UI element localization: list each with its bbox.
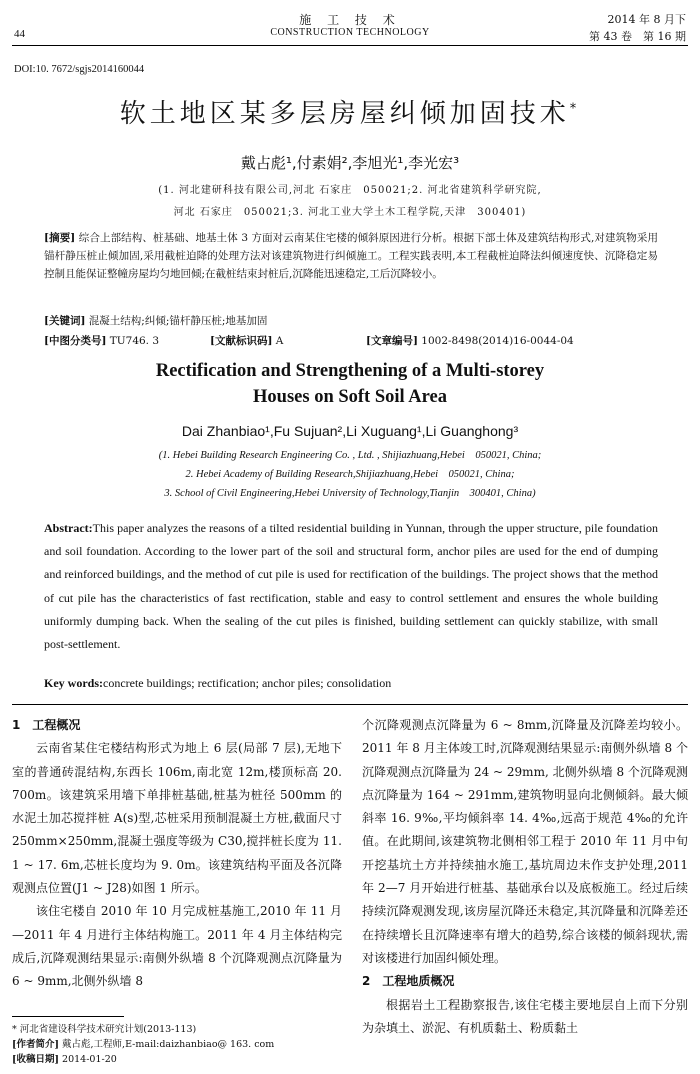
volume-issue: 第 43 卷 第 16 期 [589, 30, 686, 43]
footnote-author-label: [作者简介] [12, 1039, 59, 1050]
article-no-label: [文章编号] [366, 335, 418, 347]
affiliation-en-line3: 3. School of Civil Engineering,Hebei University of Technology,Tianjin 300401, China) [164, 488, 536, 499]
header-rule [12, 45, 688, 46]
abstract-en [44, 517, 658, 656]
paragraph: 根据岩土工程勘察报告,该住宅楼主要地层自上而下分别为杂填土、淤泥、有机质黏土、粉质黏土 [362, 997, 688, 1035]
keywords-en [44, 676, 658, 691]
affiliation-en-line1: (1. Hebei Building Research Engineering Co. , Ltd. , Shijiazhuang,Hebei 050021, China; [158, 450, 542, 461]
body-column-left [12, 714, 342, 994]
keywords-cn-text: 混凝土结构;纠倾;锚杆静压桩;地基加固 [88, 315, 268, 327]
footnote-received-label: [收稿日期] [12, 1054, 59, 1065]
doc-code-label: [文献标识码] [210, 335, 273, 347]
keywords-en-text: concrete buildings; rectification; anchor piles; consolidation [103, 676, 392, 690]
issue-date: 2014 年 8 月下 [607, 13, 686, 26]
body-column-right [362, 714, 688, 1040]
doc-code-value: A [275, 335, 284, 347]
title-cn: 软土地区某多层房屋纠倾加固技术 [119, 99, 570, 129]
section-divider [12, 704, 688, 705]
article-no-field [366, 333, 574, 348]
authors-cn: 戴占彪¹,付素娟²,李旭光¹,李光宏³ [240, 154, 460, 172]
keywords-cn-label: [关键词] [44, 315, 86, 327]
doc-code-field [210, 333, 283, 348]
abstract-en-label: Abstract: [44, 521, 93, 535]
abstract-cn-text: 综合上部结构、桩基础、地基土体 3 方面对云南某住宅楼的倾斜原因进行分析。根据下部土体及建筑结构形式,对建筑物采用锚杆静压桩止倾加固,采用截桩迫降的处理方法对该建筑物进行纠倾施工。工程实践表明,本工程截桩迫降法纠倾速度快、沉降稳定易控制且能保证整幢房屋均匀地回倾;在截桩结束封桩后,沉降能迅速稳定,工后沉降较小。 [44, 232, 658, 280]
affiliation-en-line2: 2. Hebei Academy of Building Research,Shijiazhuang,Hebei 050021, China; [185, 469, 515, 480]
authors-en: Dai Zhanbiao¹,Fu Sujuan²,Li Xuguang¹,Li Guanghong³ [181, 423, 519, 439]
abstract-cn [44, 229, 658, 283]
clc-value: TU746. 3 [109, 335, 160, 347]
paragraph: 该住宅楼自 2010 年 10 月完成桩基施工,2010 年 11 月—2011 年 4 月进行主体结构施工。2011 年 4 月主体结构完成后,沉降观测结果显示:南侧外纵墙 8 个沉降观测点沉降量为 6 ~ 9mm,北侧外纵墙 8 [12, 904, 342, 989]
keywords-cn [44, 313, 658, 328]
title-en-line1: Rectification and Strengthening of a Multi-storey [155, 361, 545, 381]
paragraph: 云南省某住宅楼结构形式为地上 6 层(局部 7 层),无地下室的普通砖混结构,东西长 106m,南北宽 12m,楼顶标高 20. 700m。该建筑采用墙下单排桩基础,桩基为桩径 500mm 的水泥土加芯搅拌桩 A(s)型,芯桩采用预制混凝土方桩,截面尺寸 250mm×250mm,混凝土强度等级为 C30,搅拌桩长度为 11. 1 ~ 17. 6m,芯桩长度均为 9. 0m。该建筑结构平面及各沉降观测点位置(J1 ~ J28)如图 1 所示。 [12, 741, 342, 896]
page-number: 44 [14, 28, 25, 40]
footnote-received-date: 2014-01-20 [62, 1054, 117, 1065]
affiliation-cn-line1: (1. 河北建研科技有限公司,河北 石家庄 050021;2. 河北省建筑科学研究院, [158, 185, 542, 196]
title-footnote-mark: * [569, 101, 581, 117]
abstract-cn-label: [摘要] [44, 232, 76, 244]
footnote-author [12, 1036, 274, 1050]
section-heading-2: 2 工程地质概况 [362, 974, 455, 989]
clc-field [44, 333, 159, 348]
journal-name-en: CONSTRUCTION TECHNOLOGY [270, 27, 430, 38]
article-no-value: 1002-8498(2014)16-0044-04 [421, 335, 574, 347]
abstract-en-text: This paper analyzes the reasons of a tilted residential building in Yunnan, through the upper structure, pile foundation and soil foundation. According to the lower part of the soil and structural form, anchor piles are used for the end of dumping and reinforced buildings, and the method of cut pile is used for rectification of the buildings. The project shows that the method of cut pile has the characteristics of fast rectification, stable and easy to control settlement and ensures the whole building uniformly dumping back. When the sealing of the cut piles is finished, building settlement can quickly stabilize, with small post-settlement. [44, 521, 658, 652]
keywords-en-label: Key words: [44, 676, 103, 690]
footnote-rule [12, 1016, 124, 1017]
page-title [0, 93, 700, 130]
clc-label: [中图分类号] [44, 335, 107, 347]
affiliation-cn-line2: 河北 石家庄 050021;3. 河北工业大学土木工程学院,天津 300401) [173, 207, 527, 218]
doi: DOI:10. 7672/sgjs2014160044 [14, 64, 145, 75]
title-en-line2: Houses on Soft Soil Area [253, 387, 447, 407]
section-heading-1: 1 工程概况 [12, 718, 81, 732]
journal-name-cn: 施 工 技 术 [299, 13, 401, 27]
paragraph-continued: 个沉降观测点沉降量为 6 ~ 8mm,沉降量及沉降差均较小。2011 年 8 月主体竣工时,沉降观测结果显示:南侧外纵墙 8 个沉降观测点沉降量为 24 ~ 29mm, 北侧外纵墙 8 个沉降观测点沉降量为 164 ~ 291mm,建筑物明显向北侧倾斜。最大倾斜率 16. 9‰,平均倾斜率 14. 4‰,远高于规范 4‰的允许值。在此期间,该建筑物北侧相邻工程于 2010 年 11 月中旬开挖基坑土方并持续抽水施工,基坑周边未作支护处理,2011 年 2—7 月开始进行桩基、基础承台以及底板施工。经过后续持续沉降观测发现,该房屋沉降还未稳定,其沉降量和沉降差还在持续增长且沉降速率有增大的趋势,综合该楼的倾斜现状,需对该楼进行加固纠倾处理。 [362, 718, 688, 965]
footnote-fund: * 河北省建设科学技术研究计划(2013-113) [12, 1024, 197, 1035]
footnote-received [12, 1051, 117, 1065]
footnote-author-text: 戴占彪,工程师,E-mail:daizhanbiao@ 163. com [62, 1039, 275, 1050]
